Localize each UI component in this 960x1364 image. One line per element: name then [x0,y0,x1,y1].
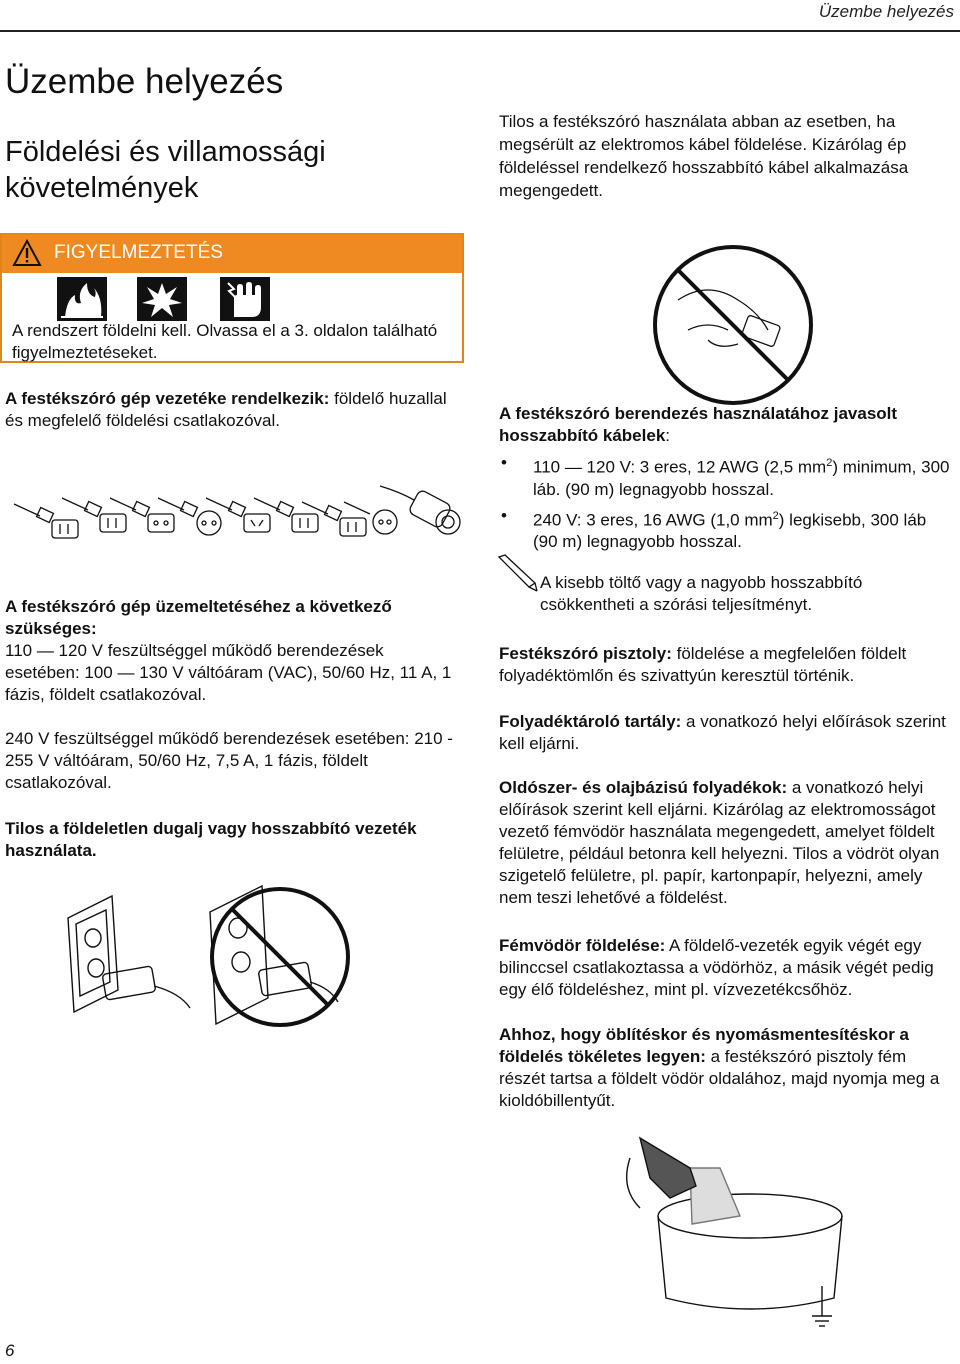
warning-box [0,233,464,363]
section-flushing: Ahhoz, hogy öblítéskor és nyomásmentesítéskor a földelés tökéletes legyen: a festékszóró pisztoly fém részét tartsa a földelt vödör oldalához, majd nyomja meg a kioldóbillentyűt. [499,1025,940,1110]
extension-heading-bold: A festékszóró berendezés használatához javasolt hosszabbító kábelek [499,404,898,445]
note-pencil-icon [495,553,539,593]
section-title-line1: Földelési és villamossági [5,136,326,168]
page-title: Üzembe helyezés [5,62,284,101]
section-title [5,134,425,206]
plug-icon [206,498,270,532]
section-title-line2: követelmények [5,172,199,204]
prohibited-damaged-cable-icon [648,240,818,410]
plug-icon [380,486,460,534]
electric-shock-icon [220,277,270,321]
prohibited-outlet-icon [205,882,355,1032]
list-item: • 110 — 120 V: 3 eres, 12 AWG (2,5 $mm^2$) minimum, 300 láb. (90 m) legnagyobb hosszal. [499,452,954,501]
warning-triangle-icon [12,239,42,267]
plug-icon [62,498,126,532]
extension-heading-colon: : [665,426,671,445]
cord-paragraph-normal: földelő huzallal és megfelelő földelési csatlakozóval. [5,389,447,430]
plug-icon [158,498,221,535]
extension-heading [499,403,954,447]
fire-hazard-icon [57,277,107,321]
requirements-110v: 110 — 120 V feszültséggel működő berendezések esetében: 100 — 130 V váltóáram (VAC), 50/60 Hz, 11 A, 1 fázis, földelt csatlakozóval. [5,641,452,704]
requirements-240v: 240 V feszültséggel működő berendezések esetében: 210 - 255 V váltóáram, 50/60 Hz, 7,5 A, 1 fázis, földelt csatlakozóval. [5,729,453,792]
section-fluid-container: Folyadéktároló tartály: a vonatkozó helyi előírások szerint kell eljárni. [499,712,946,753]
section-solvent-fluids: Oldószer- és olajbázisú folyadékok: a vonatkozó helyi előírások szerint kell eljárni. Kizárólag az elektromosságot vezető fémvödör használata megengedett, amelyet földelt felületre, például betonra kell helyezni. Tilos a vödröt olyan szigetelő felületre, pl. papír, kartonpapír, helyezni, amely nem teszi lehetővé a földelést. [499,778,940,907]
plug-types-illustration [10,470,470,558]
warning-label: FIGYELMEZTETÉS [54,242,223,263]
plug-icon [110,498,174,532]
section-metal-pail-grounding: Fémvödör földelése: A földelő-vezeték egyik végét egy bilinccsel csatlakoztassa a vödörhöz, a másik végét pedig egy élő földeléshez, mint pl. vízvezetékcsőhöz. [499,936,934,999]
spray-gun-pail-illustration [600,1128,860,1328]
right-intro-text: Tilos a festékszóró használata abban az esetben, ha megsérült az elektromos kábel földelése. Kizárólag ép földeléssel rendelkező hosszabbító kábel alkalmazása megengedett. [499,112,909,200]
requirements-heading: A festékszóró gép üzemeltetéséhez a következő szükséges: [5,597,392,638]
explosion-hazard-icon [137,277,187,321]
section-spray-gun: Festékszóró pisztoly: földelése a megfelelően földelt folyadéktömlőn és szivattyún keresztül történik. [499,644,907,685]
warning-header-bar [2,235,462,273]
list-item: • 240 V: 3 eres, 16 AWG (1,0 $mm^2$) legkisebb, 300 láb (90 m) legnagyobb hosszal. [499,505,954,554]
cord-paragraph [5,388,455,432]
page-number: 6 [5,1341,15,1360]
running-header: Üzembe helyezés [818,2,954,21]
plug-icon [14,504,78,538]
plug-icon [254,498,318,532]
warning-text: A rendszert földelni kell. Olvassa el a 3. oldalon található figyelmeztetéseket. [12,321,438,362]
requirements-prohibition: Tilos a földeletlen dugalj vagy hosszabbító vezeték használata. [5,819,417,860]
extension-bullet-list [499,452,954,557]
header-rule [0,30,960,32]
extension-note: A kisebb töltő vagy a nagyobb hosszabbító csökkentheti a szórási teljesítményt. [540,573,863,614]
cord-paragraph-bold: A festékszóró gép vezetéke rendelkezik: [5,389,330,408]
